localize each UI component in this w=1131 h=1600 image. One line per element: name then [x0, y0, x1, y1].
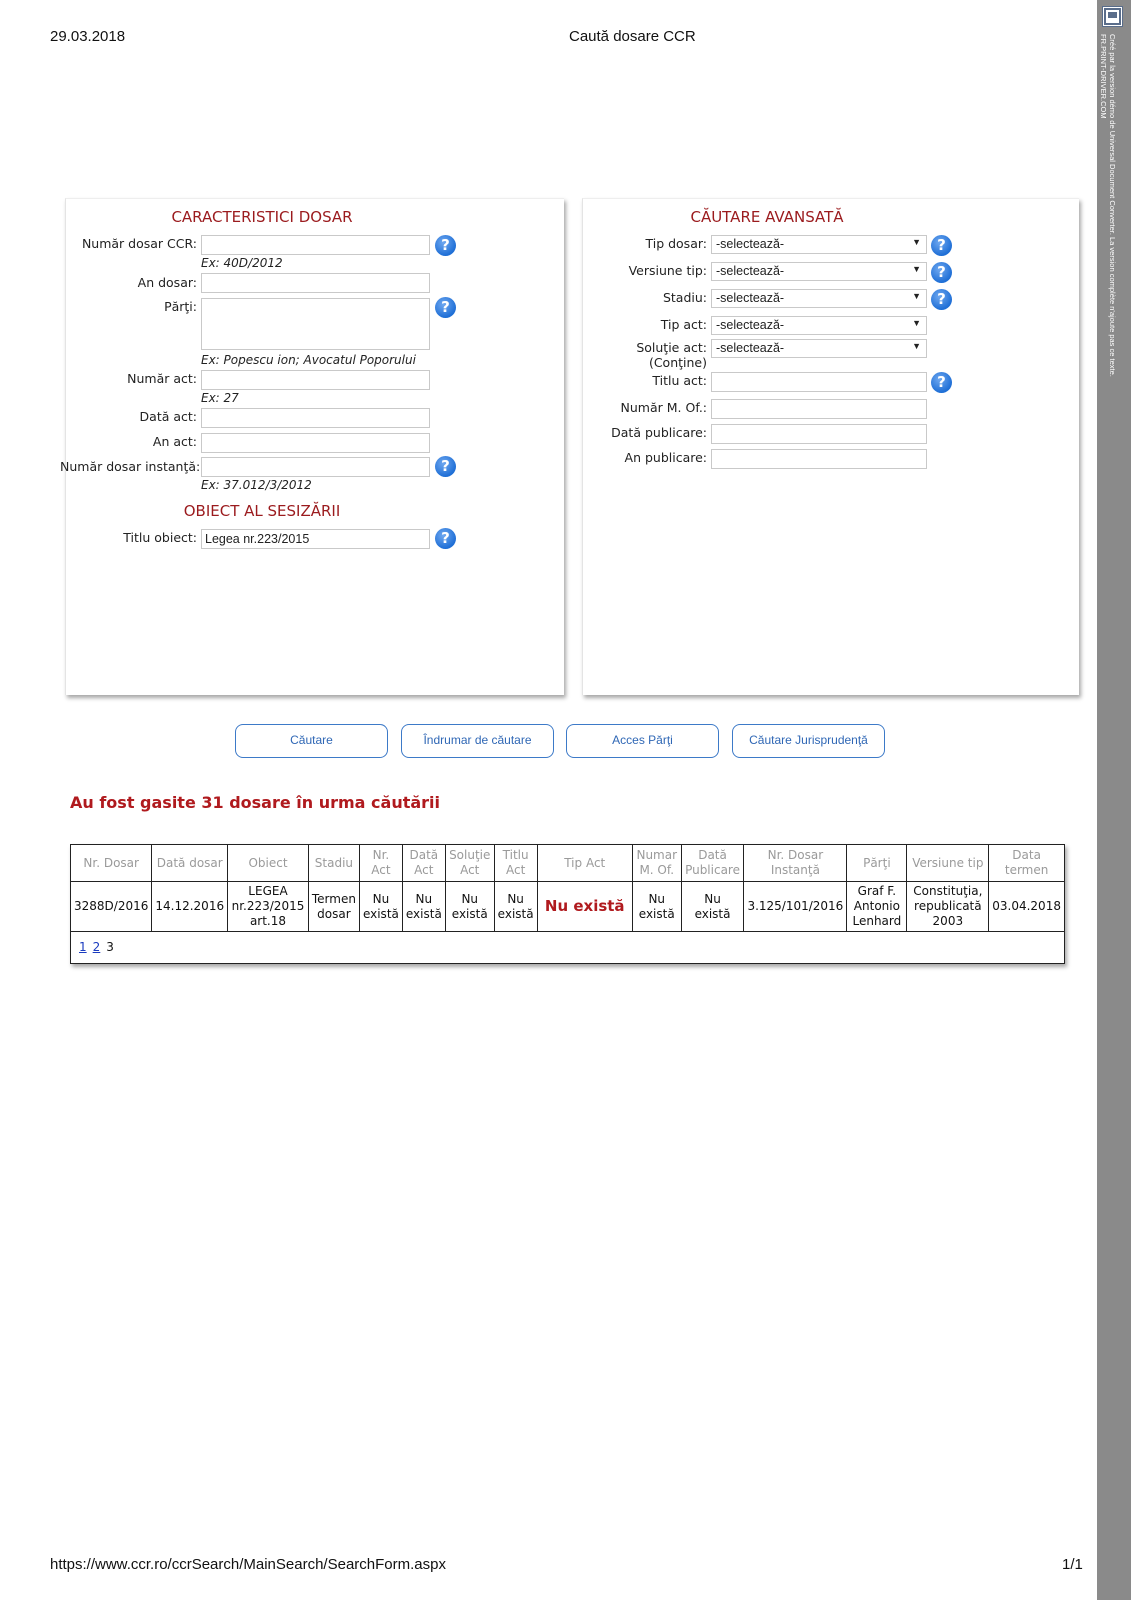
cell-titlu-act: Nu există [494, 882, 537, 932]
numar-dosar-label: Număr dosar CCR: [81, 236, 197, 251]
cautare-jurisprudenta-button[interactable]: Căutare Jurisprudenţă [732, 724, 885, 758]
column-header[interactable]: Stadiu [308, 845, 359, 882]
table-header-row [71, 845, 1065, 882]
column-header[interactable]: Dată dosar [152, 845, 228, 882]
column-header[interactable]: Versiune tip [907, 845, 989, 882]
pager-row [71, 932, 1065, 964]
an-act-label: An act: [152, 434, 197, 449]
column-header[interactable]: Data termen [989, 845, 1065, 882]
watermark-text [1099, 34, 1117, 434]
column-header[interactable]: Numar M. Of. [632, 845, 681, 882]
help-icon[interactable]: ? [435, 235, 456, 256]
column-header[interactable]: Dată Publicare [681, 845, 744, 882]
tip-act-selected: -selectează- [716, 318, 785, 332]
help-icon[interactable]: ? [931, 289, 952, 310]
column-header[interactable]: Nr. Act [359, 845, 402, 882]
tip-dosar-label: Tip dosar: [645, 236, 707, 251]
numar-act-label: Număr act: [127, 371, 197, 386]
data-act-input[interactable] [201, 408, 430, 428]
an-publicare-input[interactable] [711, 449, 927, 469]
cell-numar-mof: Nu există [632, 882, 681, 932]
indrumar-cautare-button[interactable]: Îndrumar de căutare [401, 724, 554, 758]
versiune-tip-label: Versiune tip: [628, 263, 707, 278]
cell-solutie-act: Nu există [445, 882, 494, 932]
tip-act-label: Tip act: [660, 317, 707, 332]
data-act-label: Dată act: [139, 409, 197, 424]
an-publicare-label: An publicare: [624, 450, 707, 465]
data-publicare-label: Dată publicare: [611, 425, 707, 440]
help-icon[interactable]: ? [931, 235, 952, 256]
cell-nr-act: Nu există [359, 882, 402, 932]
caracteristici-dosar-title: CARACTERISTICI DOSAR [171, 208, 353, 226]
acces-parti-button[interactable]: Acces Părţi [566, 724, 719, 758]
page-link-2[interactable]: 2 [92, 940, 101, 954]
numar-dosar-input[interactable] [201, 235, 430, 255]
cell-data-publicare: Nu există [681, 882, 744, 932]
solutie-act-select[interactable] [711, 339, 927, 358]
results-table [70, 844, 1065, 964]
numar-dosar-instanta-example: Ex: 37.012/3/2012 [201, 478, 312, 492]
versiune-tip-select[interactable] [711, 262, 927, 281]
print-date: 29.03.2018 [50, 28, 126, 45]
numar-act-input[interactable] [201, 370, 430, 390]
cell-parti: Graf F. Antonio Lenhard [847, 882, 907, 932]
watermark-line-2: FR.PRINT-DRIVER.COM [1099, 34, 1108, 119]
help-icon[interactable]: ? [931, 372, 952, 393]
titlu-act-label: Titlu act: [652, 373, 707, 388]
cell-data-termen: 03.04.2018 [989, 882, 1065, 932]
watermark-line-1: Créé par la version démo de Universal Document Converter. La version complète n'ajoute pas ce texte. [1108, 34, 1117, 377]
cell-tip-act: Nu există [537, 882, 632, 932]
stadiu-select[interactable] [711, 289, 927, 308]
column-header[interactable]: Obiect [228, 845, 309, 882]
page-number: 1/1 [1062, 1556, 1083, 1573]
parti-label: Părţi: [164, 299, 197, 314]
page-url: https://www.ccr.ro/ccrSearch/MainSearch/SearchForm.aspx [50, 1556, 446, 1573]
an-act-input[interactable] [201, 433, 430, 453]
versiune-tip-selected: -selectează- [716, 264, 785, 278]
tip-act-select[interactable] [711, 316, 927, 335]
stadiu-label: Stadiu: [662, 290, 707, 305]
an-dosar-input[interactable] [201, 273, 430, 293]
results-summary: Au fost gasite 31 dosare în urma căutării [70, 793, 441, 812]
tip-dosar-select[interactable] [711, 235, 927, 254]
column-header[interactable]: Părţi [847, 845, 907, 882]
solutie-act-contine-label: (Conţine) [648, 355, 707, 370]
parti-textarea[interactable] [201, 298, 430, 350]
numar-dosar-instanta-input[interactable] [201, 457, 430, 477]
cell-obiect: LEGEA nr.223/2015 art.18 [228, 882, 309, 932]
tip-dosar-selected: -selectează- [716, 237, 785, 251]
page-link-1[interactable]: 1 [79, 940, 87, 954]
chevron-down-icon: ▼ [912, 264, 921, 274]
column-header[interactable]: Dată Act [402, 845, 445, 882]
stadiu-selected: -selectează- [716, 291, 785, 305]
numar-mof-input[interactable] [711, 399, 927, 419]
chevron-down-icon: ▼ [912, 341, 921, 351]
chevron-down-icon: ▼ [912, 291, 921, 301]
obiect-sesizare-title: OBIECT AL SESIZĂRII [183, 502, 341, 520]
numar-dosar-example: Ex: 40D/2012 [201, 256, 283, 270]
solutie-act-label: Soluţie act: [636, 340, 707, 355]
cell-stadiu: Termen dosar [308, 882, 359, 932]
help-icon[interactable]: ? [435, 528, 456, 549]
cautare-avansata-title: CĂUTARE AVANSATĂ [690, 208, 844, 226]
parti-example: Ex: Popescu ion; Avocatul Poporului [201, 353, 416, 367]
cell-nr-dosar[interactable]: 3288D/2016 [71, 882, 152, 932]
titlu-obiect-input[interactable] [201, 529, 430, 549]
cell-data-act: Nu există [402, 882, 445, 932]
numar-dosar-instanta-label: Număr dosar instanţă: [60, 459, 201, 474]
column-header[interactable]: Titlu Act [494, 845, 537, 882]
column-header[interactable]: Nr. Dosar [71, 845, 152, 882]
titlu-act-input[interactable] [711, 372, 927, 392]
current-page: 3 [106, 940, 114, 954]
column-header[interactable]: Tip Act [537, 845, 632, 882]
cautare-button[interactable]: Căutare [235, 724, 388, 758]
solutie-act-selected: -selectează- [716, 341, 785, 355]
numar-mof-label: Număr M. Of.: [620, 400, 707, 415]
table-row[interactable] [71, 882, 1065, 932]
numar-act-example: Ex: 27 [201, 391, 239, 405]
printer-logo-icon [1102, 6, 1123, 27]
cell-nr-dosar-instanta: 3.125/101/2016 [744, 882, 847, 932]
column-header[interactable]: Nr. Dosar Instanţă [744, 845, 847, 882]
cell-versiune-tip: Constituţia, republicată 2003 [907, 882, 989, 932]
chevron-down-icon: ▼ [912, 318, 921, 328]
help-icon[interactable]: ? [435, 456, 456, 477]
page-title: Caută dosare CCR [569, 28, 696, 45]
pager [71, 932, 1065, 964]
an-dosar-label: An dosar: [137, 275, 197, 290]
data-publicare-input[interactable] [711, 424, 927, 444]
help-icon[interactable]: ? [931, 262, 952, 283]
help-icon[interactable]: ? [435, 297, 456, 318]
cell-data-dosar: 14.12.2016 [152, 882, 228, 932]
column-header[interactable]: Soluţie Act [445, 845, 494, 882]
chevron-down-icon: ▼ [912, 237, 921, 247]
titlu-obiect-label: Titlu obiect: [123, 530, 197, 545]
